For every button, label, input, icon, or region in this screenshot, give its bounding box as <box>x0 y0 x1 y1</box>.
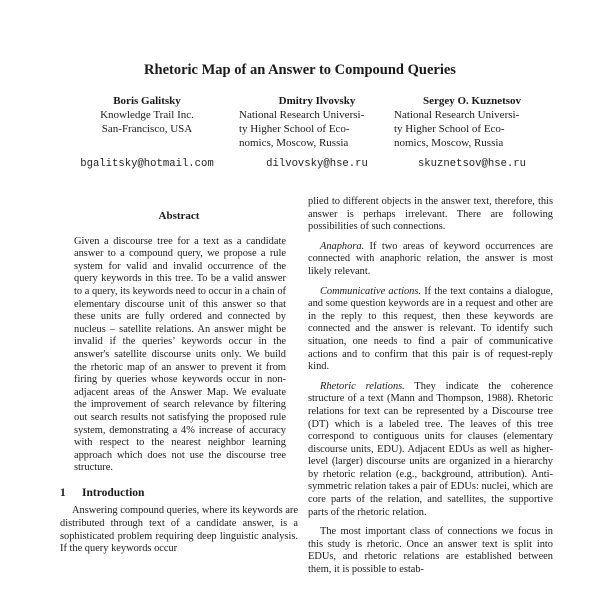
abstract-heading: Abstract <box>158 210 200 222</box>
communicative-lead: Communicative actions. <box>320 285 422 297</box>
anaphora-paragraph <box>308 241 553 279</box>
author-name: Sergey O. Kuznetsov <box>422 95 522 107</box>
affiliation-line: ty Higher School of Eco- <box>239 123 350 135</box>
author-affiliation <box>388 108 556 150</box>
abstract-text: Given a discourse tree for a text as a candidate answer to a compound query, we propose a rule system for valid and invalid occurrence of the query keywords in this tree. To be a valid answer to a query, its keywords need to occur in a chain of elementary discourse unit of this answer so that these units are fully ordered and connected by nucleus – satellite relations. An answer might be invalid if the queries’ keywords occur in the answer's satellite discourse units only. We build the rhetoric map of an answer to prevent it from firing by queries whose keywords occur in non-adjacent areas of the Answer Map. We evaluate the improvement of search relevance by filtering out search results not satisfying the proposed rule system, demonstrating a 4% increase of accuracy with respect to the nearest neighbor learning approach which does not use the discourse tree structure. <box>74 235 286 474</box>
author-block <box>233 94 401 171</box>
author-block <box>388 94 556 171</box>
anaphora-text: If two areas of keyword occurrences are connected with anaphoric relation, the answer is most likely relevant. <box>308 240 553 277</box>
section-title: Introduction <box>82 486 145 499</box>
affiliation-line: ty Higher School of Eco- <box>394 123 505 135</box>
anaphora-lead: Anaphora. <box>320 240 365 252</box>
affiliation-line: nomics, Moscow, Russia <box>394 137 504 149</box>
affiliation-line: National Research Universi- <box>239 109 365 121</box>
author-email: skuznetsov@hse.ru <box>417 158 527 170</box>
author-email: bgalitsky@hotmail.com <box>80 158 214 170</box>
left-column <box>60 206 298 563</box>
paper-title: Rhetoric Map of an Answer to Compound Queries <box>144 62 456 78</box>
communicative-paragraph <box>308 286 553 374</box>
continuation-paragraph: plied to different objects in the answer text, therefore, this answer is perhaps irrelevant. There are following possibilities of such connections. <box>308 196 553 233</box>
affiliation-line: Knowledge Trail Inc. <box>100 109 194 121</box>
author-name: Boris Galitsky <box>113 95 181 107</box>
last-paragraph: The most important class of connections we focus in this study is rhetoric. Once an answer text is split into EDUs, and rhetoric relations are established between them, it is possible to estab- <box>308 526 553 576</box>
communicative-text: If the text contains a dialogue, and some question keywords are in a request and other are in the reply to this request, then these keywords are connected and the answer is relevant. To identify such situation, one needs to find a pair of communicative actions and to confirm that this pair is of request-reply kind. <box>308 285 553 373</box>
author-email: dilvovsky@hse.ru <box>266 158 368 170</box>
right-column <box>308 196 553 584</box>
author-affiliation <box>233 108 401 150</box>
affiliation-line: San-Francisco, USA <box>101 123 193 135</box>
intro-paragraph: Answering compound queries, where its keywords are distributed through text of a candidate answer, is a sophisticated problem requiring deep linguistic analysis. If the query keywords occur <box>60 505 298 555</box>
rhetoric-paragraph <box>308 381 553 520</box>
rhetoric-lead: Rhetoric relations. <box>320 380 405 392</box>
author-affiliation <box>62 108 232 136</box>
author-block <box>62 94 232 171</box>
author-name: Dmitry Ilvovsky <box>278 95 356 107</box>
section-number: 1 <box>60 486 66 499</box>
section-heading <box>60 487 298 500</box>
affiliation-line: nomics, Moscow, Russia <box>239 137 349 149</box>
affiliation-line: National Research Universi- <box>394 109 520 121</box>
rhetoric-text: They indicate the coherence structure of a text (Mann and Thompson, 1988). Rhetoric relations for text can be represented by a Discourse tree (DT) which is a labeled tree. The leaves of this tree correspond to contiguous units for clauses (elementary discourse units, EDU). Adjacent EDUs as well as higher-level (larger) discourse units are organized in a hierarchy by rhetoric relation (e.g., background, attribution). Anti-symmetric relation takes a pair of EDUs: nuclei, which are core parts of the relation, and satellites, the supportive parts of the rhetoric relation. <box>308 380 553 518</box>
